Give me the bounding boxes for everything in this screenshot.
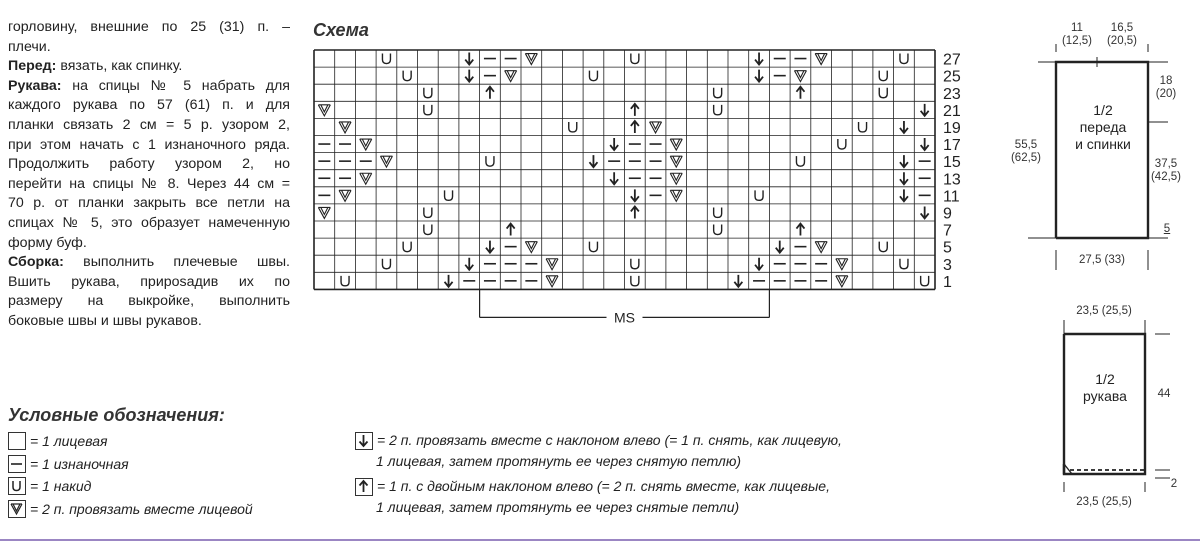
purl-dash-icon: [8, 455, 26, 473]
ssk-symbol: [921, 206, 929, 218]
double-dec-symbol: [796, 87, 804, 99]
legend-text: = 2 п. провязать вместе с наклоном влево (= 1 п. снять, как лицевую,: [377, 432, 842, 448]
double-dec-symbol: [631, 104, 639, 116]
sleeves-line: [8, 155, 290, 175]
yarn-over-symbol: [486, 156, 494, 166]
row-number: 3: [943, 256, 952, 274]
k2tog-symbol: [794, 71, 806, 82]
yarn-over-symbol: [631, 259, 639, 269]
yarn-over-symbol: [900, 54, 908, 64]
sleeve-piece-label: 1/2 рукава: [1083, 371, 1127, 404]
row-number: 23: [943, 85, 961, 103]
k2tog-symbol: [650, 122, 662, 133]
yarn-over-symbol: [900, 259, 908, 269]
sleeves-text: форму буф.: [8, 234, 87, 251]
legend-text: 1 лицевая, затем протянуть ее через снятые петли): [376, 499, 740, 515]
yarn-over-symbol: [879, 71, 887, 81]
intro-line: [8, 18, 290, 38]
ssk-symbol: [900, 155, 908, 167]
k2tog-symbol: [360, 173, 372, 184]
ssk-symbol: [755, 53, 763, 65]
yarn-over-symbol: [424, 105, 432, 115]
ssk-symbol: [610, 172, 618, 184]
yarn-over-symbol: [838, 139, 846, 149]
k2tog-symbol: [670, 139, 682, 150]
k2tog-symbol: [836, 276, 848, 287]
sleeves-text: при этом начать с 1 изнаночного ряда.: [8, 136, 290, 153]
row-number: 1: [943, 273, 952, 291]
yarn-over-symbol: [796, 156, 804, 166]
ssk-symbol: [486, 241, 494, 253]
ssk-symbol: [610, 138, 618, 150]
legend-item: [355, 430, 842, 472]
intro-line: [8, 38, 290, 58]
yarn-over-icon: [8, 477, 26, 495]
sleeves-line: [8, 234, 290, 254]
row-number: 27: [943, 51, 961, 69]
ssk-symbol: [465, 70, 473, 82]
legend-list-right: [355, 430, 842, 522]
k2tog-icon: [8, 500, 26, 518]
legend-text: = 1 лицевая: [30, 433, 108, 449]
sleeves-text: планки связать 2 см = 5 р. узором 2,: [8, 116, 290, 133]
sleeves-line: [8, 116, 290, 136]
double-dec-symbol: [796, 224, 804, 236]
legend-text: = 2 п. провязать вместе лицевой: [30, 500, 253, 517]
yarn-over-symbol: [341, 276, 349, 286]
dim-shoulder-width: 16,5 (20,5): [1106, 22, 1138, 47]
legend-item: [8, 430, 253, 453]
repeat-label: MS: [614, 309, 635, 326]
legend-text: = 1 изнаночная: [30, 455, 129, 472]
row-number: 5: [943, 239, 952, 257]
row-number: 11: [943, 188, 960, 206]
yarn-over-symbol: [382, 54, 390, 64]
assembly-line: [8, 253, 290, 273]
ssk-symbol: [445, 275, 453, 287]
sleeves-line: [8, 136, 290, 156]
legend-text: = 1 накид: [30, 478, 92, 494]
ssk-symbol: [755, 70, 763, 82]
k2tog-symbol: [380, 156, 392, 167]
chart-title: Схема: [313, 20, 369, 40]
row-number: 9: [943, 205, 952, 223]
dim-sleeve-length: 44: [1157, 388, 1171, 400]
front-label: Перед:: [8, 58, 57, 75]
k2tog-symbol: [360, 139, 372, 150]
legend-item: [8, 475, 253, 498]
yarn-over-symbol: [859, 122, 867, 132]
legend-item: [8, 498, 253, 521]
assembly-text: размеру на выкройке, выполнить: [8, 293, 290, 310]
sleeves-text: Продолжить работу узором 2, но: [8, 156, 290, 173]
yarn-over-symbol: [403, 242, 411, 252]
yarn-over-symbol: [714, 88, 722, 98]
front-paragraph: [8, 57, 290, 77]
assembly-line: [8, 312, 290, 332]
legend-text: 1 лицевая, затем протянуть ее через снятую петлю): [376, 453, 742, 469]
sleeves-text: каждого рукава по 57 (61) п. и для: [8, 97, 290, 114]
ssk-symbol: [776, 241, 784, 253]
k2tog-symbol: [525, 242, 537, 253]
dim-band: 5: [1163, 223, 1171, 235]
double-dec-symbol: [631, 121, 639, 133]
k2tog-symbol: [339, 190, 351, 201]
row-number: 17: [943, 137, 961, 155]
ssk-symbol: [900, 189, 908, 201]
yarn-over-symbol: [424, 207, 432, 217]
row-number: 7: [943, 222, 952, 240]
row-number: 13: [943, 171, 961, 189]
yarn-over-symbol: [445, 190, 453, 200]
k2tog-symbol: [546, 276, 558, 287]
assembly-line: [8, 292, 290, 312]
dim-body-width: 27,5 (33): [1078, 254, 1126, 266]
sleeves-line: [8, 194, 290, 214]
assembly-text: Вшить рукава, приposадив их по: [8, 273, 290, 290]
k2tog-symbol: [670, 156, 682, 167]
yarn-over-symbol: [589, 71, 597, 81]
double-dec-symbol: [631, 206, 639, 218]
k2tog-symbol: [339, 122, 351, 133]
k2tog-symbol: [815, 242, 827, 253]
yarn-over-symbol: [631, 276, 639, 286]
ssk-symbol: [755, 258, 763, 270]
body-piece-label: 1/2 переда и спинки: [1075, 102, 1131, 152]
k2tog-symbol: [318, 105, 330, 116]
yarn-over-symbol: [589, 242, 597, 252]
k2tog-symbol: [836, 259, 848, 270]
yarn-over-symbol: [714, 207, 722, 217]
legend-list: [8, 430, 253, 520]
yarn-over-symbol: [424, 88, 432, 98]
legend-item: [8, 453, 253, 476]
legend-title: Условные обозначения:: [8, 405, 225, 425]
ssk-symbol: [900, 172, 908, 184]
sleeves-line: [8, 175, 290, 195]
front-text: вязать, как спинку.: [56, 58, 183, 75]
yarn-over-symbol: [424, 225, 432, 235]
dim-sleeve-bottom: 23,5 (25,5): [1076, 496, 1132, 508]
row-number: 15: [943, 154, 961, 172]
assembly-text: боковые швы и швы рукавов.: [8, 312, 202, 329]
ssk-symbol: [589, 155, 597, 167]
assembly-label: Сборка:: [8, 254, 64, 271]
dim-side-length: 37,5 (42,5): [1150, 158, 1182, 183]
yarn-over-symbol: [879, 88, 887, 98]
yarn-over-symbol: [714, 225, 722, 235]
ssk-symbol: [921, 104, 929, 116]
row-number: 21: [943, 102, 961, 120]
row-number: 25: [943, 68, 961, 86]
sleeve-piece-outline: [1064, 320, 1170, 492]
sleeves-text: на спицы № 5 набрать для: [61, 77, 290, 94]
sleeves-text: спицах № 5, это образует намеченную: [8, 214, 290, 231]
intro-text: горловину, внешние по 25 (31) п. –: [8, 19, 290, 35]
knitting-chart: [300, 30, 990, 350]
k2tog-symbol: [318, 207, 330, 218]
sleeves-line: [8, 96, 290, 116]
yarn-over-symbol: [382, 259, 390, 269]
dim-armhole: 18 (20): [1155, 75, 1177, 100]
assembly-line: [8, 273, 290, 293]
row-number: 19: [943, 119, 961, 137]
ssk-symbol: [465, 53, 473, 65]
dim-sleeve-top: 23,5 (25,5): [1076, 305, 1132, 317]
yarn-over-symbol: [755, 190, 763, 200]
assembly-text: выполнить плечевые швы.: [63, 254, 290, 271]
k2tog-symbol: [670, 190, 682, 201]
yarn-over-symbol: [631, 54, 639, 64]
yarn-over-symbol: [403, 71, 411, 81]
ssk-symbol: [900, 121, 908, 133]
sleeves-line: [8, 214, 290, 234]
yarn-over-symbol: [569, 122, 577, 132]
arrow-up-icon: [355, 478, 373, 496]
dim-neck-width: 11 (12,5): [1061, 22, 1093, 47]
k2tog-symbol: [670, 173, 682, 184]
yarn-over-symbol: [921, 276, 929, 286]
double-dec-symbol: [486, 87, 494, 99]
ssk-symbol: [921, 138, 929, 150]
sleeves-line: [8, 77, 290, 97]
ssk-symbol: [631, 189, 639, 201]
dim-sleeve-cuff: 2: [1170, 478, 1178, 490]
sleeves-paragraph: [8, 77, 290, 253]
yarn-over-symbol: [879, 242, 887, 252]
ssk-symbol: [734, 275, 742, 287]
ssk-symbol: [465, 258, 473, 270]
sleeves-text: 70 р. от планки закрыть все петли на: [8, 195, 290, 212]
dim-body-length: 55,5 (62,5): [1010, 139, 1042, 164]
yarn-over-symbol: [714, 105, 722, 115]
intro-text: плечи.: [8, 38, 51, 55]
arrow-down-icon: [355, 432, 373, 450]
k2tog-symbol: [546, 259, 558, 270]
k2tog-symbol: [815, 54, 827, 65]
knit-square-icon: [8, 432, 26, 450]
k2tog-symbol: [505, 71, 517, 82]
assembly-paragraph: [8, 253, 290, 331]
sleeves-label: Рукава:: [8, 77, 62, 94]
k2tog-symbol: [525, 54, 537, 65]
chart-grid: [314, 50, 935, 289]
bottom-rule: [0, 539, 1200, 541]
sleeves-text: перейти на спицы № 8. Через 44 см =: [8, 175, 290, 192]
legend-text: = 1 п. с двойным наклоном влево (= 2 п. снять вместе, как лицевые,: [377, 478, 830, 494]
legend-item: [355, 476, 842, 518]
double-dec-symbol: [507, 224, 515, 236]
instructions-text: [8, 18, 290, 332]
